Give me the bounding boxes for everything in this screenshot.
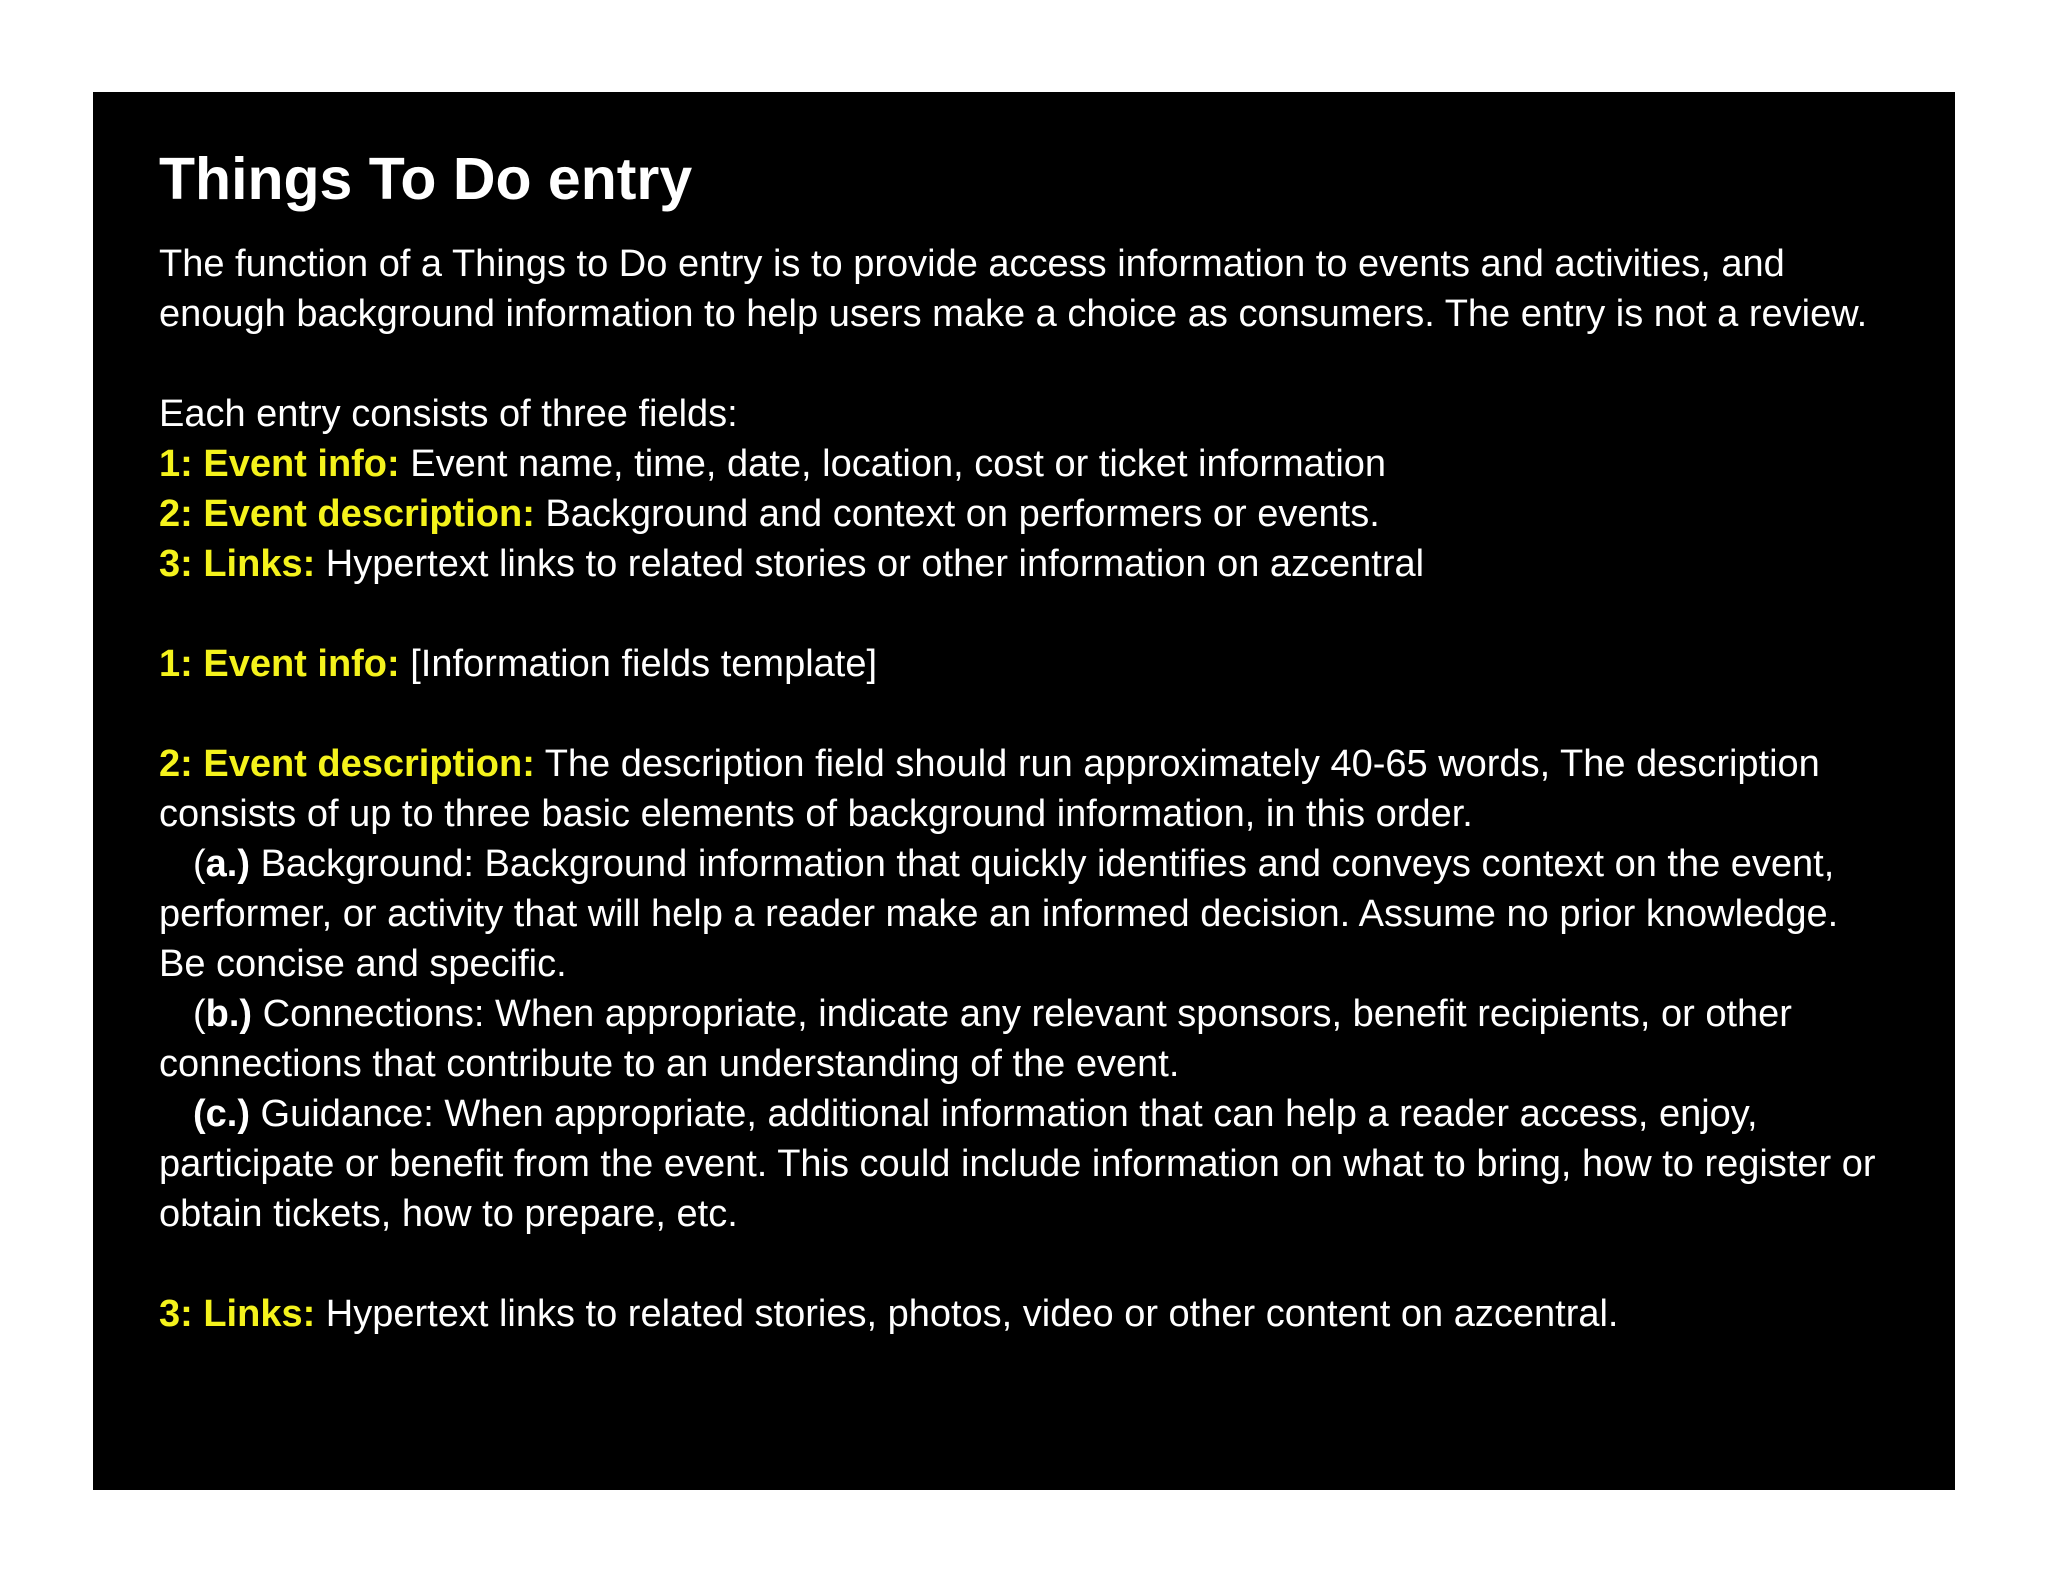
section-label: 3: Links: xyxy=(159,1293,316,1335)
description-item-c xyxy=(159,1089,1895,1239)
field-label: 1: Event info: xyxy=(159,443,400,485)
field-label: 2: Event description: xyxy=(159,493,535,535)
item-label: a.) xyxy=(205,843,251,885)
page-title: Things To Do entry xyxy=(159,146,693,212)
spacer xyxy=(159,339,1895,389)
event-description-section xyxy=(159,739,1895,839)
section-text: [Information fields template] xyxy=(399,643,878,685)
description-item-a xyxy=(159,839,1895,989)
spacer xyxy=(159,689,1895,739)
indent xyxy=(159,1089,250,1139)
field-text: Event name, time, date, location, cost or ticket information xyxy=(399,443,1387,485)
section-label: 1: Event info: xyxy=(159,643,400,685)
fields-intro: Each entry consists of three fields: xyxy=(159,393,738,435)
indent: (a.) xyxy=(193,843,251,885)
section-text: The description field should run approximately 40-65 words, The description consists of up to three basic elements of background information, in this order. xyxy=(159,743,1820,835)
links-section xyxy=(159,1289,1895,1339)
field-item-event-info xyxy=(159,439,1895,489)
field-item-event-description xyxy=(159,489,1895,539)
field-item-links xyxy=(159,539,1895,589)
field-label: 3: Links: xyxy=(159,543,316,585)
item-text: Connections: When appropriate, indicate any relevant sponsors, benefit recipients, or other connections that contribute to an understanding of the event. xyxy=(159,993,1792,1085)
event-info-section xyxy=(159,639,1895,689)
item-text: Background: Background information that quickly identifies and conveys context on the event, performer, or activity that will help a reader make an informed decision. Assume no prior knowledge. Be concise and specific. xyxy=(159,843,1839,985)
spacer xyxy=(159,589,1895,639)
spacer xyxy=(159,1239,1895,1289)
section-text: Hypertext links to related stories, photos, video or other content on azcentral. xyxy=(315,1293,1619,1335)
item-label: (c.) xyxy=(193,1093,250,1135)
slide xyxy=(93,92,1955,1490)
indent: (b.) xyxy=(193,993,253,1035)
description-item-b xyxy=(159,989,1895,1089)
intro-paragraph: The function of a Things to Do entry is to provide access information to events and activities, and enough background information to help users make a choice as consumers. The entry is not a review. xyxy=(159,243,1868,335)
field-text: Background and context on performers or events. xyxy=(534,493,1380,535)
field-text: Hypertext links to related stories or other information on azcentral xyxy=(315,543,1425,585)
section-label: 2: Event description: xyxy=(159,743,535,785)
slide-body xyxy=(159,239,1895,1339)
item-label: b.) xyxy=(205,993,253,1035)
item-text: Guidance: When appropriate, additional information that can help a reader access, enjoy, participate or benefit from the event. This could include information on what to bring, how to register or obtain tickets, how to prepare, etc. xyxy=(159,1093,1876,1235)
